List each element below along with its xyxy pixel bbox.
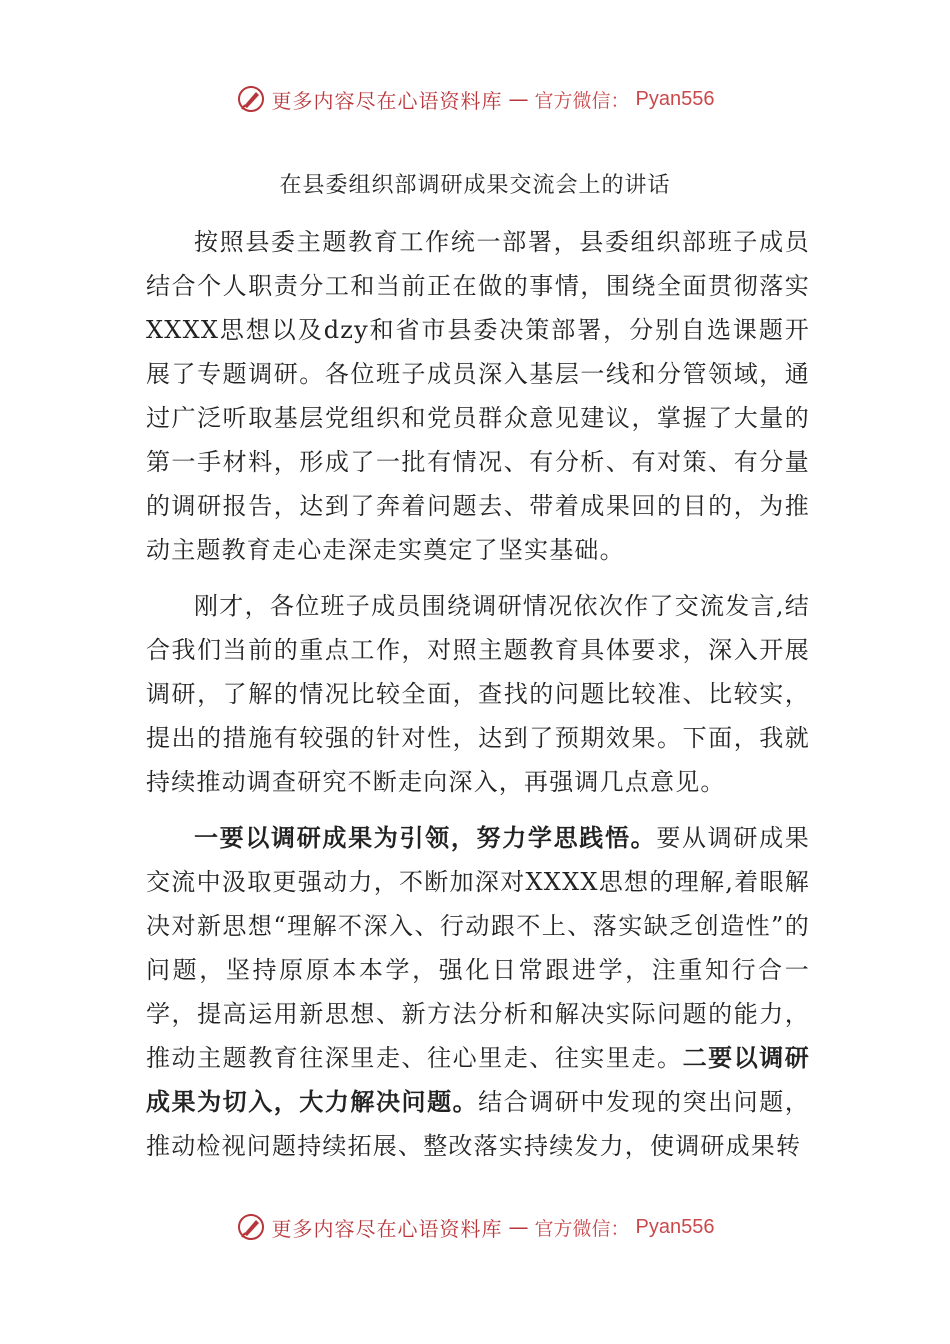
banner-wechat-label: 官方微信：	[534, 1217, 630, 1240]
paragraph-intro: 按照县委主题教育工作统一部署，县委组织部班子成员结合个人职责分工和当前正在做的事情，围绕全面贯彻落实XXXX思想以及dzy和省市县委决策部署，分别自选课题开展了专题调研。各位班子成员深入基层一线和分管领域，通过广泛听取基层党组织和党员群众意见建议，掌握了大量的第一手材料，形成了一批有情况、有分析、有对策、有分量的调研报告，达到了奔着问题去、带着成果回的目的，为推动主题教育走心走深走实奠定了坚实基础。	[146, 228, 810, 564]
footer-watermark-banner	[0, 1212, 950, 1242]
paragraph-summary: 刚才，各位班子成员围绕调研情况依次作了交流发言,结合我们当前的重点工作，对照主题教育具体要求，深入开展调研，了解的情况比较全面，查找的问题比较准、比较实，提出的措施有较强的针对性，达到了预期效果。下面，我就持续推动调查研究不断走向深入，再强调几点意见。	[146, 592, 810, 796]
paragraph-points	[146, 816, 810, 1168]
banner-library-text: 更多内容尽在心语资料库	[271, 1216, 503, 1241]
banner-wechat-id: Pyan556	[635, 1215, 715, 1238]
banner-separator: —	[508, 1215, 529, 1239]
pen-logo-icon	[236, 84, 266, 114]
point-two-heading: 二要以调研成果为切入，大力解决问题。	[146, 1043, 811, 1116]
point-one-text: 要从调研成果交流中汲取更强动力，不断加深对XXXX思想的理解,着眼解决对新思想“理解不深入、行动跟不上、落实缺乏创造性”的问题，坚持原原本本学，强化日常跟进学，注重知行合一学，提高运用新思想、新方法分析和解决实际问题的能力，推动主题教育往深里走、往心里走、往实里走。	[146, 824, 810, 1072]
document-body	[146, 220, 810, 1168]
banner-separator: —	[508, 87, 529, 111]
point-two-text: 结合调研中发现的突出问题，推动检视问题持续拓展、整改落实持续发力，使调研成果转	[146, 1088, 810, 1160]
pen-logo-icon	[236, 1212, 266, 1242]
banner-wechat-id: Pyan556	[635, 87, 715, 110]
banner-wechat-label: 官方微信：	[534, 89, 630, 112]
document-title: 在县委组织部调研成果交流会上的讲话	[279, 173, 671, 198]
point-one-heading: 一要以调研成果为引领，努力学思践悟。	[194, 823, 657, 852]
banner-library-text: 更多内容尽在心语资料库	[271, 88, 503, 113]
header-watermark-banner	[0, 84, 950, 114]
